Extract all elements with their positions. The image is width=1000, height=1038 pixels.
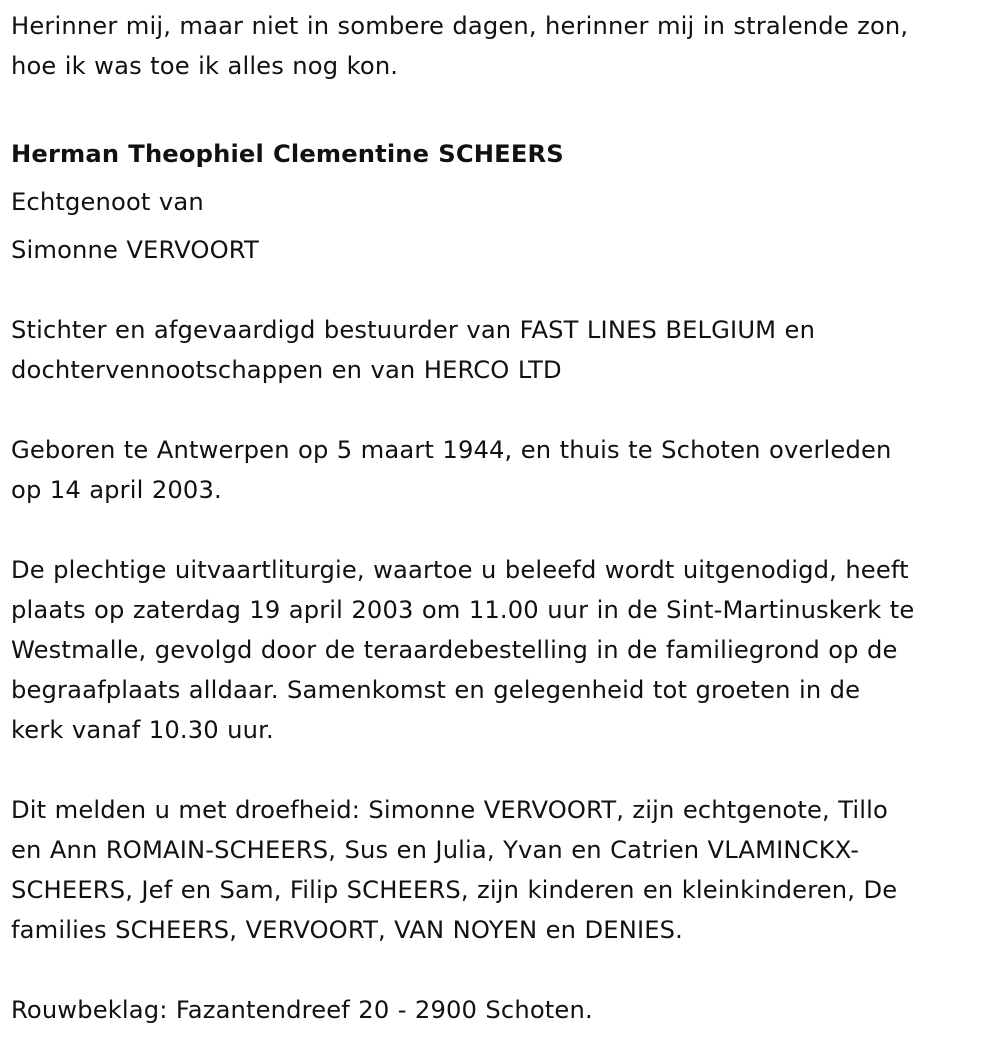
spacer bbox=[11, 750, 996, 790]
poem-line: hoe ik was toe ik alles nog kon. bbox=[11, 52, 399, 80]
spacer bbox=[11, 270, 996, 310]
funeral-block bbox=[11, 550, 996, 750]
deceased-name: Herman Theophiel Clementine SCHEERS bbox=[11, 140, 564, 168]
birth-death-block bbox=[11, 430, 996, 510]
spacer bbox=[11, 390, 996, 430]
poem-block bbox=[11, 6, 996, 86]
career-block bbox=[11, 310, 996, 390]
announcement-line: en Ann ROMAIN-SCHEERS, Sus en Julia, Yvan en Catrien VLAMINCKX- bbox=[11, 836, 860, 864]
deceased-block bbox=[11, 134, 996, 270]
birth-death-line: Geboren te Antwerpen op 5 maart 1944, en thuis te Schoten overleden bbox=[11, 436, 892, 464]
spouse-intro: Echtgenoot van bbox=[11, 188, 204, 216]
poem-line: Herinner mij, maar niet in sombere dagen, herinner mij in stralende zon, bbox=[11, 12, 909, 40]
career-line: dochtervennootschappen en van HERCO LTD bbox=[11, 356, 562, 384]
announcement-line: Dit melden u met droefheid: Simonne VERVOORT, zijn echtgenote, Tillo bbox=[11, 796, 888, 824]
funeral-line: plaats op zaterdag 19 april 2003 om 11.00 uur in de Sint-Martinuskerk te bbox=[11, 596, 915, 624]
funeral-line: kerk vanaf 10.30 uur. bbox=[11, 716, 274, 744]
spacer bbox=[11, 950, 996, 990]
spouse-name: Simonne VERVOORT bbox=[11, 236, 259, 264]
condolence-block bbox=[11, 990, 996, 1030]
announcement-line: SCHEERS, Jef en Sam, Filip SCHEERS, zijn kinderen en kleinkinderen, De bbox=[11, 876, 898, 904]
career-line: Stichter en afgevaardigd bestuurder van FAST LINES BELGIUM en bbox=[11, 316, 816, 344]
funeral-line: begraafplaats alldaar. Samenkomst en gelegenheid tot groeten in de bbox=[11, 676, 861, 704]
birth-death-line: op 14 april 2003. bbox=[11, 476, 222, 504]
spacer bbox=[11, 86, 996, 126]
funeral-line: De plechtige uitvaartliturgie, waartoe u beleefd wordt uitgenodigd, heeft bbox=[11, 556, 909, 584]
condolence-address: Rouwbeklag: Fazantendreef 20 - 2900 Schoten. bbox=[11, 996, 593, 1024]
spacer bbox=[11, 510, 996, 550]
funeral-line: Westmalle, gevolgd door de teraardebestelling in de familiegrond op de bbox=[11, 636, 898, 664]
obituary-text bbox=[11, 6, 996, 1030]
announcement-line: families SCHEERS, VERVOORT, VAN NOYEN en DENIES. bbox=[11, 916, 683, 944]
announcement-block bbox=[11, 790, 996, 950]
